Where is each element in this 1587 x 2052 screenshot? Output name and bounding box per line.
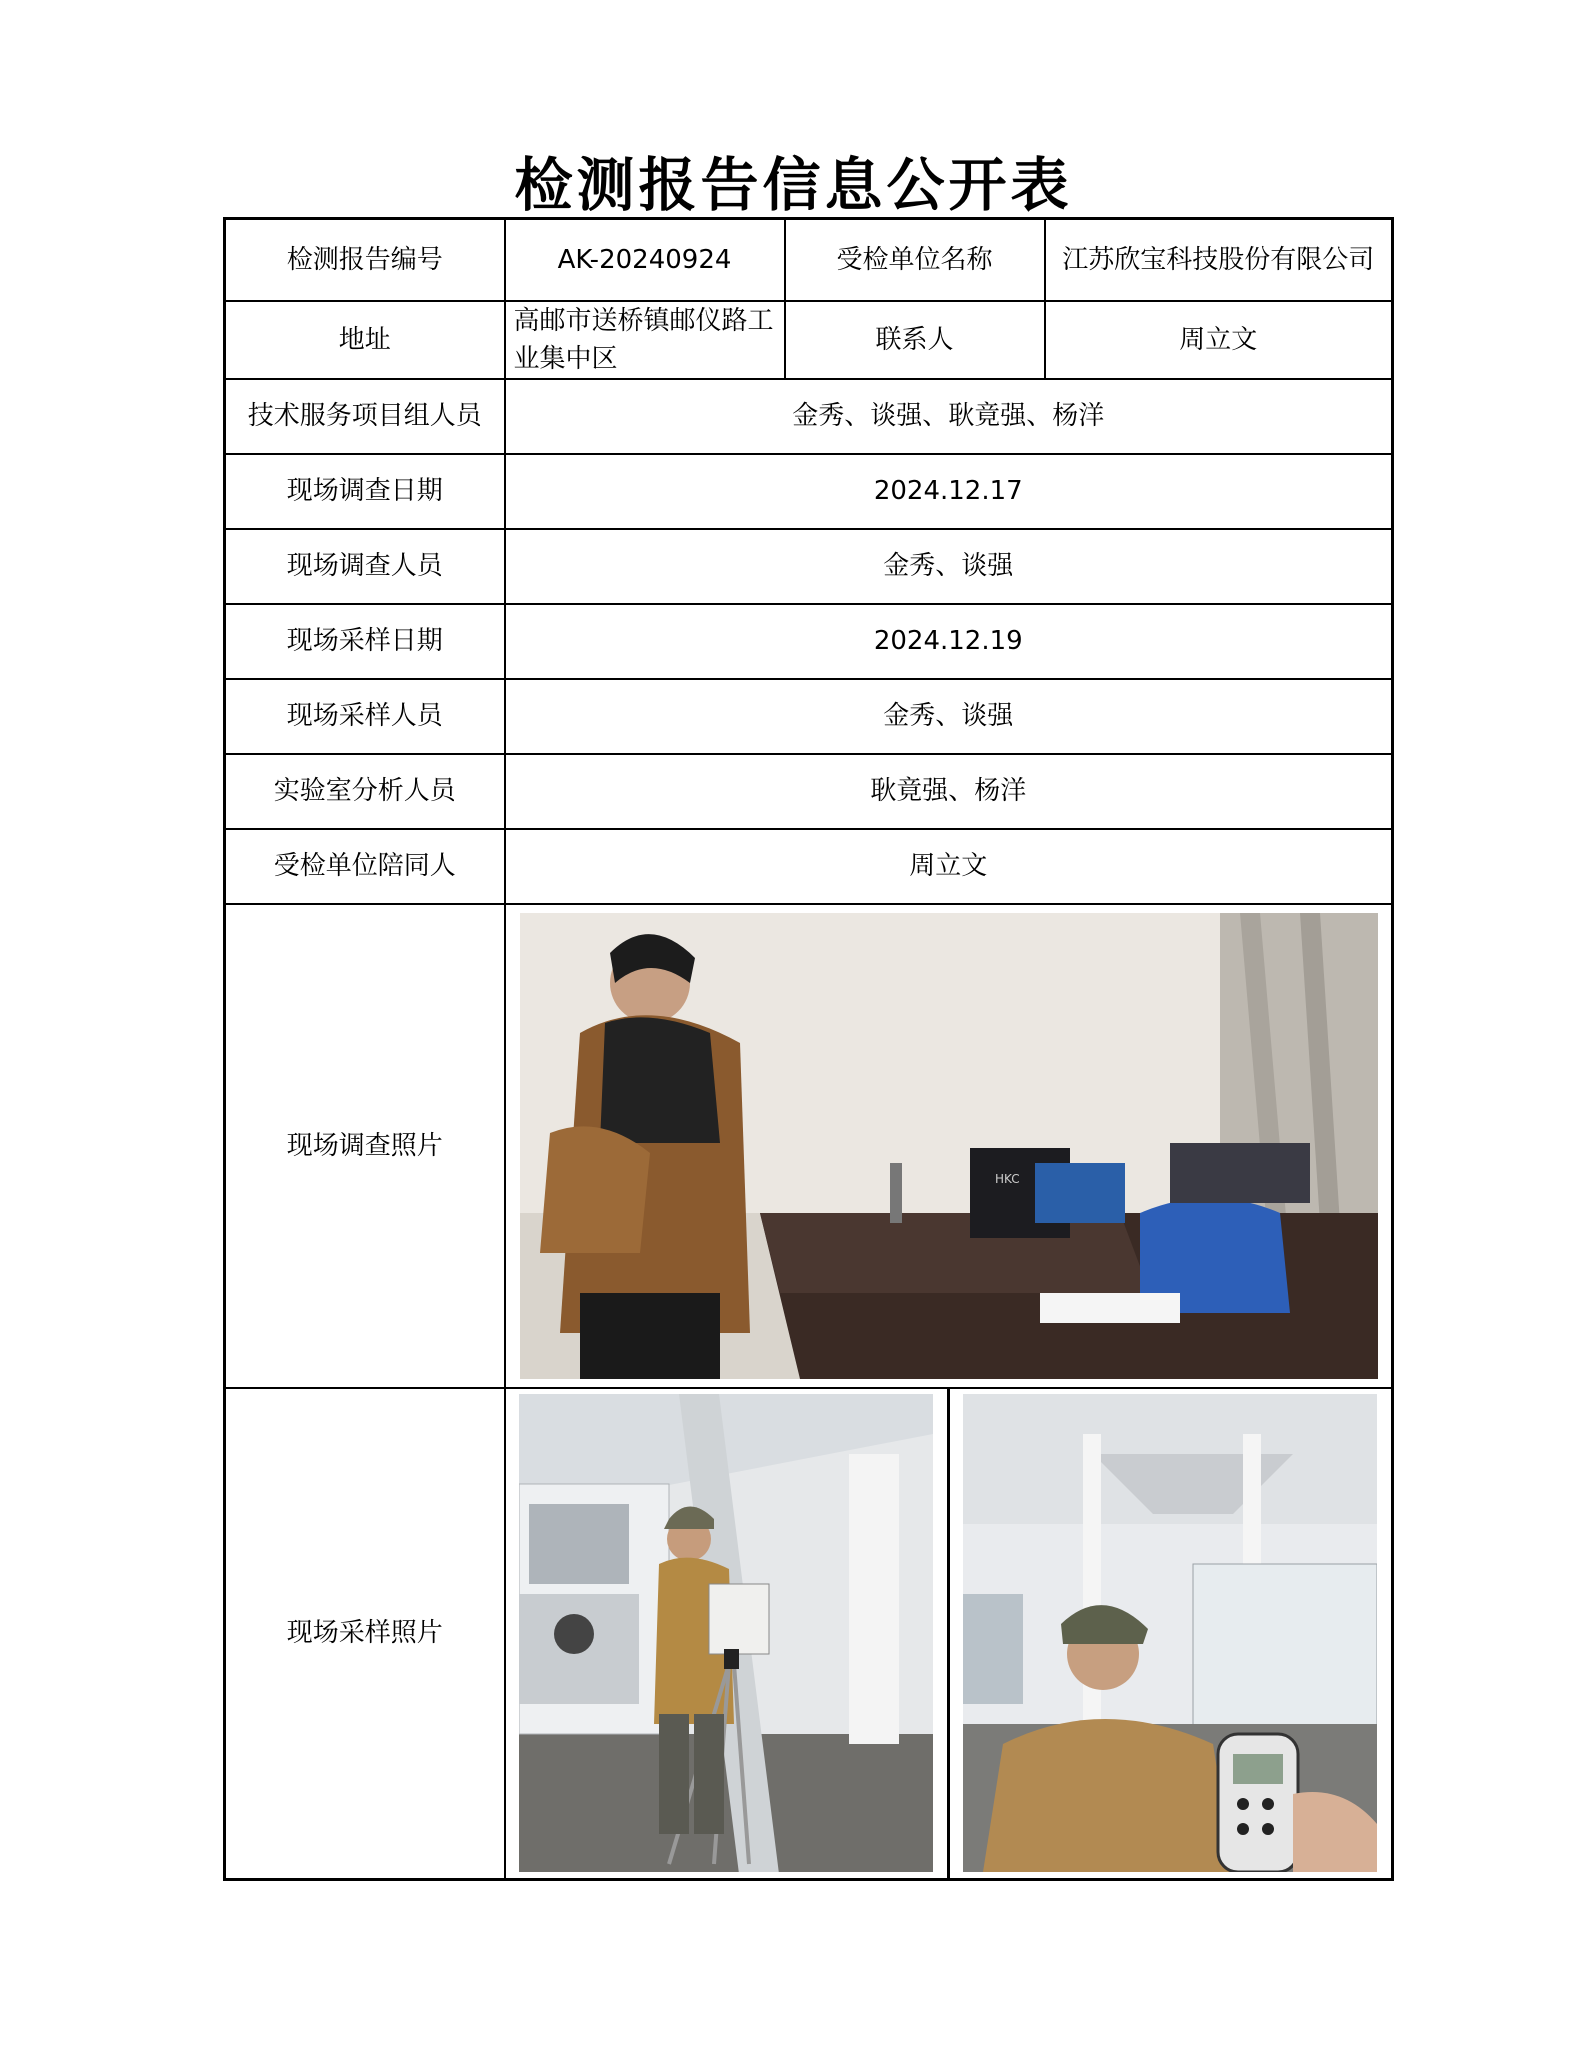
- sampling-photo-right: [963, 1394, 1377, 1872]
- table-row: [225, 301, 1393, 379]
- sampling-photo-label: 现场采样照片: [225, 1388, 505, 1880]
- sampling-date-label: 现场采样日期: [225, 604, 505, 679]
- table-row: [225, 829, 1393, 904]
- escort-value: 周立文: [505, 829, 1393, 904]
- survey-date-label: 现场调查日期: [225, 454, 505, 529]
- table-row: [225, 604, 1393, 679]
- unit-label: 受检单位名称: [785, 219, 1045, 301]
- table-row: [225, 904, 1393, 1388]
- escort-label: 受检单位陪同人: [225, 829, 505, 904]
- table-row: [225, 379, 1393, 454]
- sampling-photo-left-wrap: [506, 1389, 947, 1878]
- sampling-staff-label: 现场采样人员: [225, 679, 505, 754]
- table-row: [225, 754, 1393, 829]
- survey-staff-label: 现场调查人员: [225, 529, 505, 604]
- report-no-label: 检测报告编号: [225, 219, 505, 301]
- contact-value: 周立文: [1045, 301, 1393, 379]
- unit-value: 江苏欣宝科技股份有限公司: [1045, 219, 1393, 301]
- address-value: 高邮市送桥镇邮仪路工业集中区: [505, 301, 785, 379]
- contact-label: 联系人: [785, 301, 1045, 379]
- table-row: [225, 679, 1393, 754]
- sampling-staff-value: 金秀、谈强: [505, 679, 1393, 754]
- table-row: [225, 1388, 1393, 1880]
- survey-photo: [520, 913, 1378, 1379]
- info-table: [223, 217, 1394, 1881]
- table-row: [225, 454, 1393, 529]
- table-row: [225, 529, 1393, 604]
- table-row: [225, 219, 1393, 301]
- sampling-photo-cell: [505, 1388, 1393, 1880]
- team-value: 金秀、谈强、耿竟强、杨洋: [505, 379, 1393, 454]
- survey-staff-value: 金秀、谈强: [505, 529, 1393, 604]
- lab-staff-label: 实验室分析人员: [225, 754, 505, 829]
- survey-date-value: 2024.12.17: [505, 454, 1393, 529]
- team-label: 技术服务项目组人员: [225, 379, 505, 454]
- address-label: 地址: [225, 301, 505, 379]
- sampling-date-value: 2024.12.19: [505, 604, 1393, 679]
- sampling-photo-left: [519, 1394, 933, 1872]
- lab-staff-value: 耿竟强、杨洋: [505, 754, 1393, 829]
- survey-photo-cell: [505, 904, 1393, 1388]
- page-title: 检测报告信息公开表: [514, 151, 1073, 219]
- survey-photo-label: 现场调查照片: [225, 904, 505, 1388]
- sampling-photo-right-wrap: [950, 1389, 1391, 1878]
- monitor-brand: HKC: [994, 1171, 1020, 1186]
- report-no-value: AK-20240924: [505, 219, 785, 301]
